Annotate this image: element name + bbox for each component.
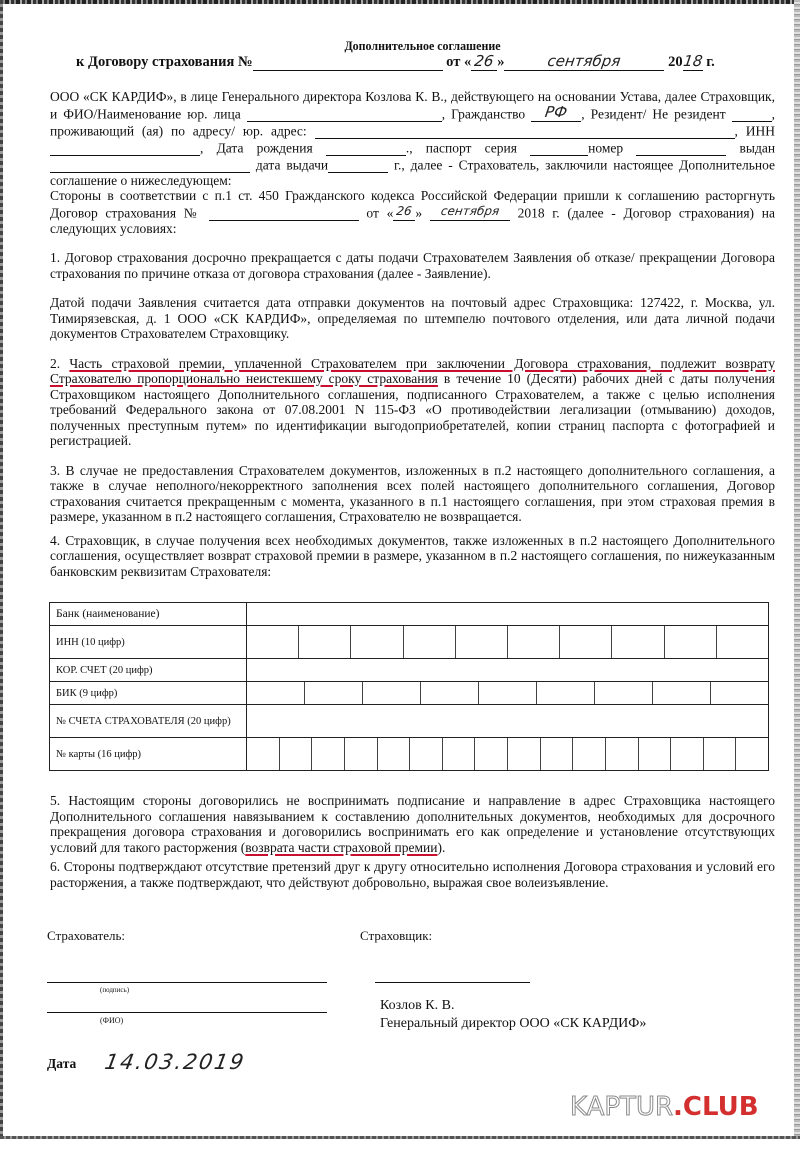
- passport-issued-by-field[interactable]: [50, 156, 250, 173]
- digit-cell[interactable]: [247, 626, 299, 658]
- clause-1-filing-date: Датой подачи Заявления считается дата отправки документов на почтовый адрес Страховщика: 127422, г. Москва, ул. Тимирязевская, д. 1 ООО «СК КАРДИФ», определяемая по штемпелю почтового отделения, или дата личной подачи документов Страхователем Страховщику.: [50, 295, 775, 341]
- digit-cell[interactable]: [639, 738, 672, 770]
- digit-cell[interactable]: [456, 626, 508, 658]
- card-digits-input[interactable]: [247, 738, 769, 771]
- digit-cell[interactable]: [573, 738, 606, 770]
- table-row-bank-name: [50, 603, 769, 626]
- signature-date[interactable]: 14.03.2019: [102, 1050, 248, 1074]
- watermark-logo: KAPTUR.CLUB: [570, 1092, 759, 1122]
- digit-cell[interactable]: [443, 738, 476, 770]
- corr-account-label: КОР. СЧЕТ (20 цифр): [50, 659, 247, 682]
- digit-cell[interactable]: [479, 682, 537, 704]
- document-page: [47, 38, 776, 1158]
- contract-number-field[interactable]: [253, 54, 443, 71]
- insurer-name: Козлов К. В.: [380, 998, 455, 1013]
- bank-name-label: Банк (наименование): [50, 603, 247, 626]
- scan-edge-left: [0, 0, 3, 1139]
- digit-cell[interactable]: [410, 738, 443, 770]
- digit-cell[interactable]: [378, 738, 411, 770]
- clause-4: 4. Страховщик, в случае получения всех необходимых документов, также изложенных в п.2 настоящего Дополнительного соглашения, осуществляет возврат страховой премии в размере, указанном в п.2 настоящего соглашения, по нижеуказанным банковским реквизитам Страхователя:: [50, 532, 775, 579]
- bank-details-table: [49, 602, 769, 771]
- scan-edge-top: [0, 0, 800, 4]
- digit-cell[interactable]: [541, 738, 574, 770]
- table-row-bik: [50, 682, 769, 705]
- clause-3: 3. В случае не предоставления Страхователем документов, изложенных в п.2 настоящего дополнительного соглашения, а также в случае неполного/некорректного заполнения всех полей настоящего дополнительного соглашения, Договор страхования считается прекращенным с момента, указанного в п.1 настоящего соглашения, при этом страховая премия в размере, указанном в п.2 настоящего соглашения, Страхователю не возвращается.: [50, 462, 775, 524]
- passport-series-field[interactable]: [530, 139, 588, 156]
- digit-cell[interactable]: [247, 682, 305, 704]
- scan-edge-right: [794, 0, 800, 1139]
- contract-day-field[interactable]: 26: [471, 54, 497, 71]
- subtitle-prefix: к Договору страхования №: [76, 54, 253, 70]
- clause-5-highlight: возврата части страховой премии: [245, 839, 438, 855]
- bik-digits-input[interactable]: [247, 682, 769, 705]
- account-input[interactable]: [247, 705, 769, 738]
- contract-month-field[interactable]: сентября: [504, 54, 664, 71]
- clause-6: 6. Стороны подтверждают отсутствие претензий друг к другу относительно исполнения Договора страхования и условий его расторжения, а также подтверждают, что действуют добровольно, выражая свое волеизъявление.: [50, 859, 775, 890]
- date-label: Дата: [47, 1056, 77, 1071]
- digit-cell[interactable]: [421, 682, 479, 704]
- parties-contract-number-field[interactable]: [209, 204, 359, 221]
- digit-cell[interactable]: [671, 738, 704, 770]
- digit-cell[interactable]: [508, 738, 541, 770]
- passport-number-field[interactable]: [636, 139, 726, 156]
- insurer-signature-line[interactable]: [375, 982, 530, 983]
- insured-name-line[interactable]: [47, 1012, 327, 1013]
- table-row-corr-account: [50, 659, 769, 682]
- digit-cell[interactable]: [711, 682, 768, 704]
- table-row-inn: [50, 626, 769, 659]
- table-row-card: [50, 738, 769, 771]
- inn-label: ИНН (10 цифр): [50, 626, 247, 659]
- address-field[interactable]: [315, 122, 735, 139]
- insured-name-field[interactable]: [247, 105, 442, 122]
- name-caption: (ФИО): [100, 1016, 124, 1025]
- digit-cell[interactable]: [247, 738, 280, 770]
- intro-paragraph: ООО «СК КАРДИФ», в лице Генерального директора Козлова К. В., действующего на основании Устава, далее Страховщик, и ФИО/Наименование юр. лица , Гражданство РФ , Резидент/ Не резидент , проживающий (ая) по адресу/ юр. адрес: , ИНН, Дата рождения ., паспорт серия номер выдан дата выдачи г., далее - Страхователь, заключили настоящее Дополнительное соглашение о нижеследующем:: [50, 89, 776, 188]
- digit-cell[interactable]: [404, 626, 456, 658]
- digit-cell[interactable]: [653, 682, 711, 704]
- digit-cell[interactable]: [280, 738, 313, 770]
- document-title: Дополнительное соглашение: [344, 38, 501, 53]
- citizenship-field[interactable]: РФ: [531, 105, 581, 122]
- insurer-position: Генеральный директор ООО «СК КАРДИФ»: [380, 1016, 647, 1031]
- clause-5: 5. Настоящим стороны договорились не воспринимать подписание и направление в адрес Страховщика настоящего Дополнительного соглашения навязыванием к составлению дополнительных документов, необходимых для досрочного прекращения договора страхования и договорились воспринимать его как определение и установление отсутствующих условий для такого расторжения (возврата части страховой премии).: [50, 793, 775, 855]
- digit-cell[interactable]: [612, 626, 664, 658]
- table-row-account: [50, 705, 769, 738]
- insured-label: Страхователь:: [47, 928, 125, 943]
- parties-paragraph: Стороны в соответствии с п.1 ст. 450 Гражданского кодекса Российской Федерации пришли к соглашению расторгнуть Договор страхования № от « 26 » сентября 2018 г. (далее - Договор страхования) на следующих условиях:: [50, 188, 775, 236]
- signature-section: [47, 928, 775, 1158]
- contract-year-field[interactable]: 18: [681, 52, 704, 70]
- digit-cell[interactable]: [312, 738, 345, 770]
- parties-day-field[interactable]: 26: [393, 204, 415, 221]
- insurer-label: Страховщик:: [360, 928, 433, 943]
- clause-2-highlight: Часть страховой премии, уплаченной Страхователем при заключении Договора страхования, подлежит возврату Страхователю пропорционально неистекшему сроку страхования: [50, 355, 775, 386]
- digit-cell[interactable]: [537, 682, 595, 704]
- inn-field[interactable]: [50, 139, 200, 156]
- digit-cell[interactable]: [351, 626, 403, 658]
- digit-cell[interactable]: [345, 738, 378, 770]
- bik-label: БИК (9 цифр): [50, 682, 247, 705]
- birth-date-field[interactable]: [326, 139, 406, 156]
- digit-cell[interactable]: [606, 738, 639, 770]
- inn-digits-input[interactable]: [247, 626, 769, 659]
- parties-month-field[interactable]: сентября: [430, 204, 510, 221]
- digit-cell[interactable]: [560, 626, 612, 658]
- subtitle-from: от «: [446, 54, 472, 70]
- digit-cell[interactable]: [475, 738, 508, 770]
- digit-cell[interactable]: [665, 626, 717, 658]
- digit-cell[interactable]: [508, 626, 560, 658]
- digit-cell[interactable]: [363, 682, 421, 704]
- digit-cell[interactable]: [305, 682, 363, 704]
- document-subtitle: к Договору страхования № от « 26 » сентября 20 18 г.: [76, 52, 715, 70]
- digit-cell[interactable]: [704, 738, 737, 770]
- corr-account-input[interactable]: [247, 659, 769, 682]
- passport-issue-date-field[interactable]: [328, 156, 388, 173]
- clause-2: 2. Часть страховой премии, уплаченной Страхователем при заключении Договора страхования, подлежит возврату Страхователю пропорционально неистекшему сроку страхования в течение 10 (Десяти) рабочих дней с даты получения Страховщиком настоящего Дополнительного соглашения, подписанного Страхователем, а также с целью исполнения требований Федерального закона от 07.08.2001 N 115-ФЗ «О противодействии легализации (отмыванию) доходов, полученных преступным путем» по идентификации выгодоприобретателей, копии страниц паспорта с фотографией и регистрацией.: [50, 355, 776, 448]
- non-resident-field[interactable]: [732, 105, 772, 122]
- digit-cell[interactable]: [736, 738, 768, 770]
- digit-cell[interactable]: [299, 626, 351, 658]
- digit-cell[interactable]: [717, 626, 768, 658]
- clause-1: 1. Договор страхования досрочно прекращается с даты подачи Страхователем Заявления об отказе/ прекращении Договора страхования по причине отказа от договора страхования (далее - Заявление).: [50, 250, 775, 281]
- bank-name-input[interactable]: [247, 603, 769, 626]
- signature-caption: (подпись): [100, 986, 130, 994]
- digit-cell[interactable]: [595, 682, 653, 704]
- account-label: № СЧЕТА СТРАХОВАТЕЛЯ (20 цифр): [50, 705, 247, 738]
- insured-signature-line[interactable]: [47, 982, 327, 983]
- card-label: № карты (16 цифр): [50, 738, 247, 771]
